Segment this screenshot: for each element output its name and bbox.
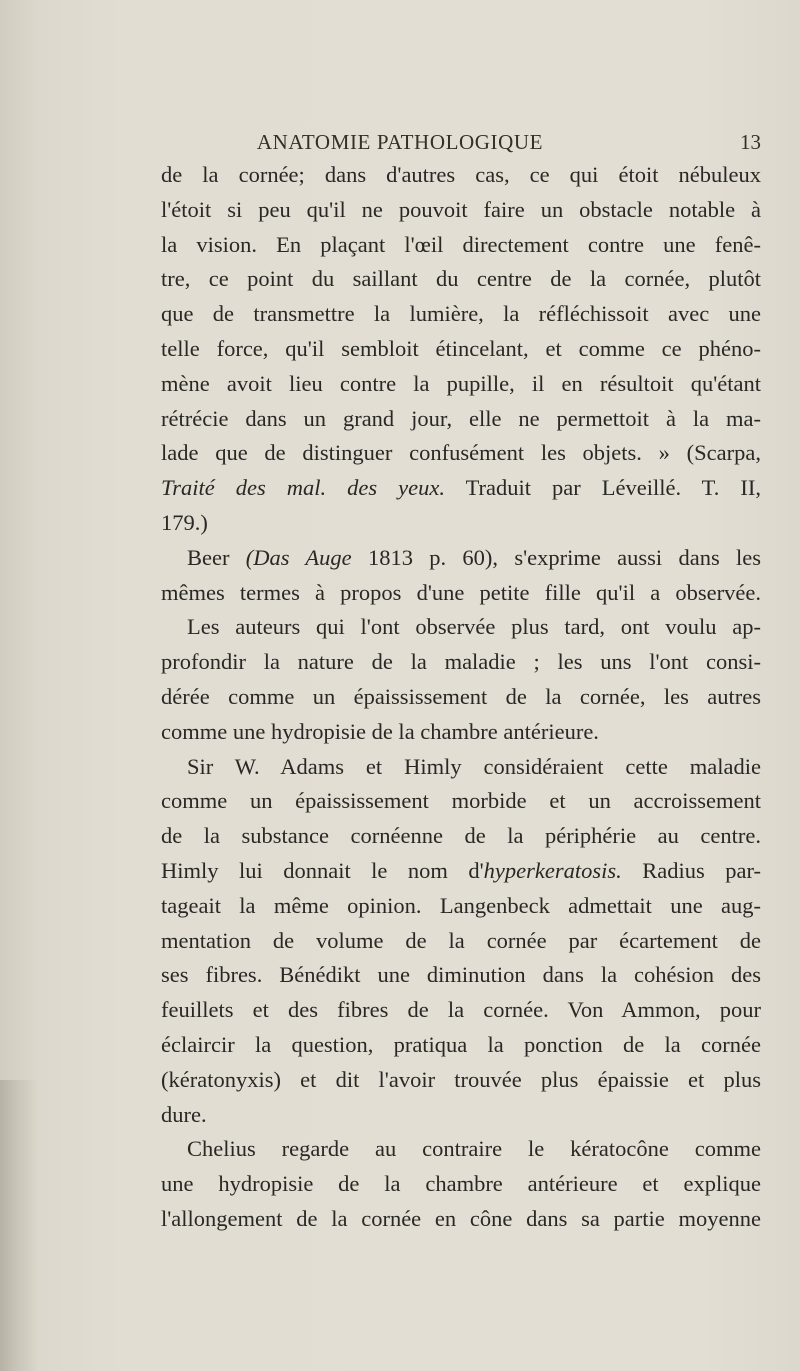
text-line: ses fibres. Bénédikt une diminution dans la cohésion des — [161, 962, 761, 988]
text-line: une hydropisie de la chambre antérieure et explique — [161, 1171, 761, 1197]
text-line: telle force, qu'il sembloit étincelant, et comme ce phéno- — [161, 335, 761, 361]
text-line: dérée comme un épaississement de la cornée, les autres — [161, 683, 761, 709]
text-line: éclaircir la question, pratiqua la ponction de la cornée — [161, 1031, 761, 1057]
running-title: ANATOMIE PATHOLOGIQUE — [256, 130, 544, 154]
text-line: mentation de volume de la cornée par écartement de — [161, 927, 761, 953]
text-segment: Traduit par Léveillé. T. II, — [444, 475, 761, 501]
page-edge-shadow — [0, 1080, 38, 1371]
text-line: feuillets et des fibres de la cornée. Von Ammon, pour — [161, 997, 761, 1023]
text-line: l'allongement de la cornée en cône dans sa partie moyenne — [161, 1205, 761, 1231]
citation-title: (Das Auge — [245, 544, 352, 570]
text-segment: Himly lui donnait le nom d' — [161, 857, 484, 883]
text-line: comme un épaississement morbide et un accroissement — [161, 788, 761, 814]
term-italic: hyperkeratosis. — [483, 857, 622, 883]
text-line: Les auteurs qui l'ont observée plus tard, ont voulu ap- — [187, 614, 761, 640]
text-line: l'étoit si peu qu'il ne pouvoit faire un obstacle notable à — [161, 196, 761, 222]
text-line: comme une hydropisie de la chambre antérieure. — [161, 718, 599, 744]
text-segment: Beer — [187, 544, 246, 570]
text-line: lade que de distinguer confusément les objets. » (Scarpa, — [161, 440, 761, 466]
body-text — [161, 158, 761, 1237]
text-line: mêmes termes à propos d'une petite fille qu'il a observée. — [161, 579, 761, 605]
text-line: de la cornée; dans d'autres cas, ce qui étoit nébuleux — [161, 162, 761, 187]
text-line: tre, ce point du saillant du centre de la cornée, plutôt — [161, 266, 761, 292]
page-number: 13 — [740, 130, 761, 154]
text-line: dure. — [161, 1101, 207, 1127]
text-line: de la substance cornéenne de la périphérie au centre. — [161, 823, 761, 849]
text-line: profondir la nature de la maladie ; les uns l'ont consi- — [161, 649, 761, 675]
citation-title: Traité des mal. des yeux. — [161, 475, 445, 501]
text-line — [161, 854, 761, 889]
text-line — [161, 471, 761, 506]
text-segment: Radius par- — [621, 857, 761, 883]
text-line: rétrécie dans un grand jour, elle ne permettoit à la ma- — [161, 405, 761, 431]
text-line: Chelius regarde au contraire le kératocône comme — [187, 1136, 761, 1162]
text-line: que de transmettre la lumière, la réfléchissoit avec une — [161, 301, 761, 327]
text-line: 179.) — [161, 509, 208, 535]
text-segment: 1813 p. 60), s'exprime aussi dans les — [351, 544, 761, 570]
text-line: la vision. En plaçant l'œil directement contre une fenê- — [161, 231, 761, 257]
text-line — [161, 541, 761, 576]
text-line: (kératonyxis) et dit l'avoir trouvée plus épaissie et plus — [161, 1066, 761, 1092]
text-line: tageait la même opinion. Langenbeck admettait une aug- — [161, 892, 761, 918]
text-line: Sir W. Adams et Himly considéraient cette maladie — [187, 753, 761, 779]
text-line: mène avoit lieu contre la pupille, il en résultoit qu'étant — [161, 370, 761, 396]
